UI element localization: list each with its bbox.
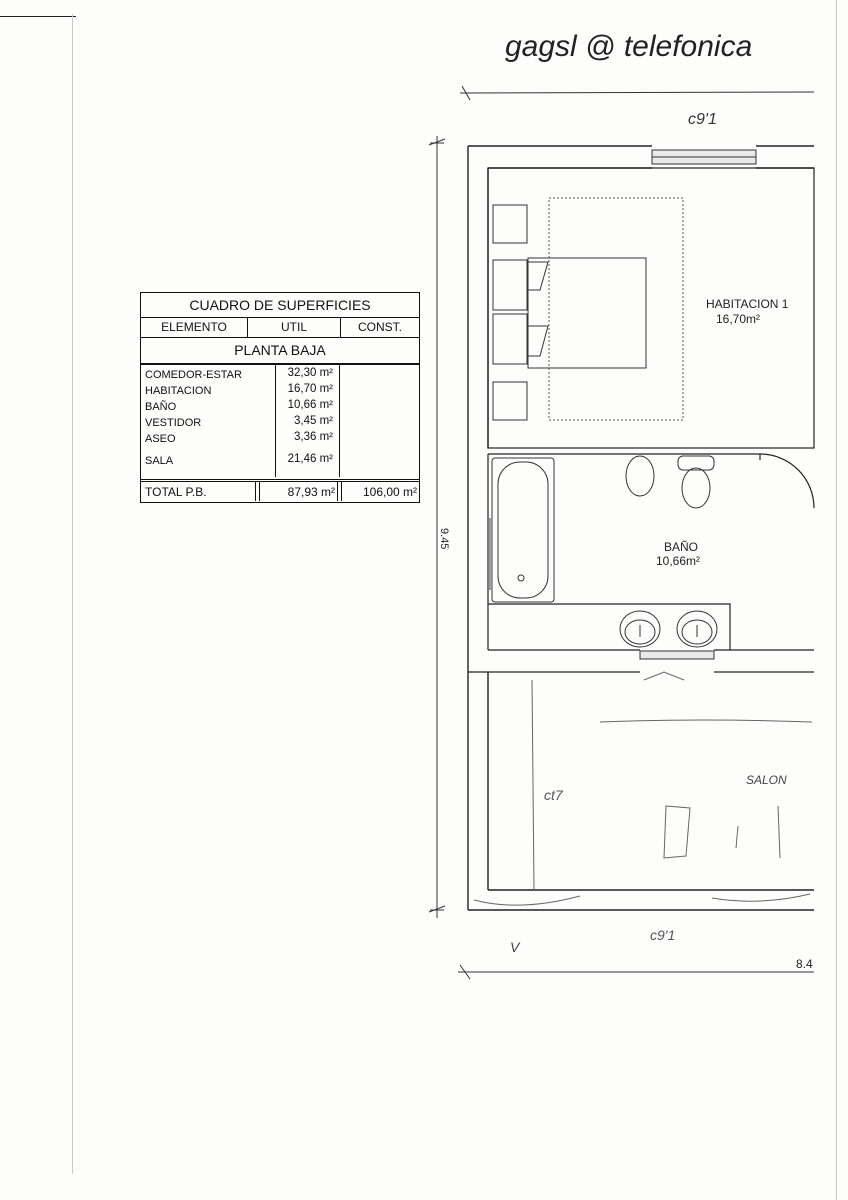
row-util: 16,70 m²	[287, 383, 333, 395]
header-elemento: ELEMENTO	[141, 317, 248, 337]
window-top	[652, 150, 756, 164]
row-elemento: SALA	[145, 455, 174, 467]
row-util: 3,36 m²	[294, 431, 333, 443]
row-util: 10,66 m²	[287, 399, 333, 411]
handwritten-top-note: c9'1	[688, 111, 717, 128]
header-util: UTIL	[248, 317, 341, 337]
room-label-bano: BAÑO	[664, 540, 699, 554]
dimension-horizontal-label: 8.4	[796, 957, 813, 971]
handwritten-side-note: ct7	[544, 787, 563, 803]
row-util: 21,46 m²	[287, 453, 333, 465]
dimension-vertical-label: 9.45	[438, 528, 450, 550]
dimension-tick	[460, 86, 474, 100]
total-const: 106,00 m²	[362, 485, 417, 499]
bedroom-rug	[549, 198, 683, 420]
handwritten-arrow-note: V	[510, 939, 520, 955]
bedroom-furniture	[493, 205, 646, 420]
handwritten-salon-note: SALON	[746, 773, 787, 787]
header-const: CONST.	[357, 320, 402, 334]
total-label: TOTAL P.B.	[145, 485, 207, 499]
bathroom-walls	[468, 454, 814, 672]
row-elemento: VESTIDOR	[145, 417, 202, 429]
handwritten-bottom-note: c9'1	[650, 927, 676, 943]
row-elemento: HABITACION	[145, 385, 212, 397]
dimension-line-top	[460, 92, 814, 93]
table-title: CUADRO DE SUPERFICIES	[141, 293, 419, 318]
total-util: 87,93 m²	[287, 485, 335, 499]
handwritten-email: gagsl @ telefonica	[505, 30, 753, 63]
room-label-habitacion: HABITACION 1	[706, 297, 789, 311]
section-planta-baja: PLANTA BAJA	[141, 337, 419, 365]
room-area-habitacion: 16,70m²	[716, 312, 761, 326]
exterior-walls	[468, 146, 814, 910]
hand-sketch-lines	[474, 672, 812, 905]
row-elemento: BAÑO	[145, 401, 177, 413]
room-area-bano: 10,66m²	[656, 554, 701, 568]
row-elemento: COMEDOR-ESTAR	[145, 369, 242, 381]
row-util: 3,45 m²	[294, 415, 333, 427]
row-elemento: ASEO	[145, 433, 176, 445]
dimension-tick	[458, 965, 474, 979]
row-util: 32,30 m²	[287, 367, 333, 379]
